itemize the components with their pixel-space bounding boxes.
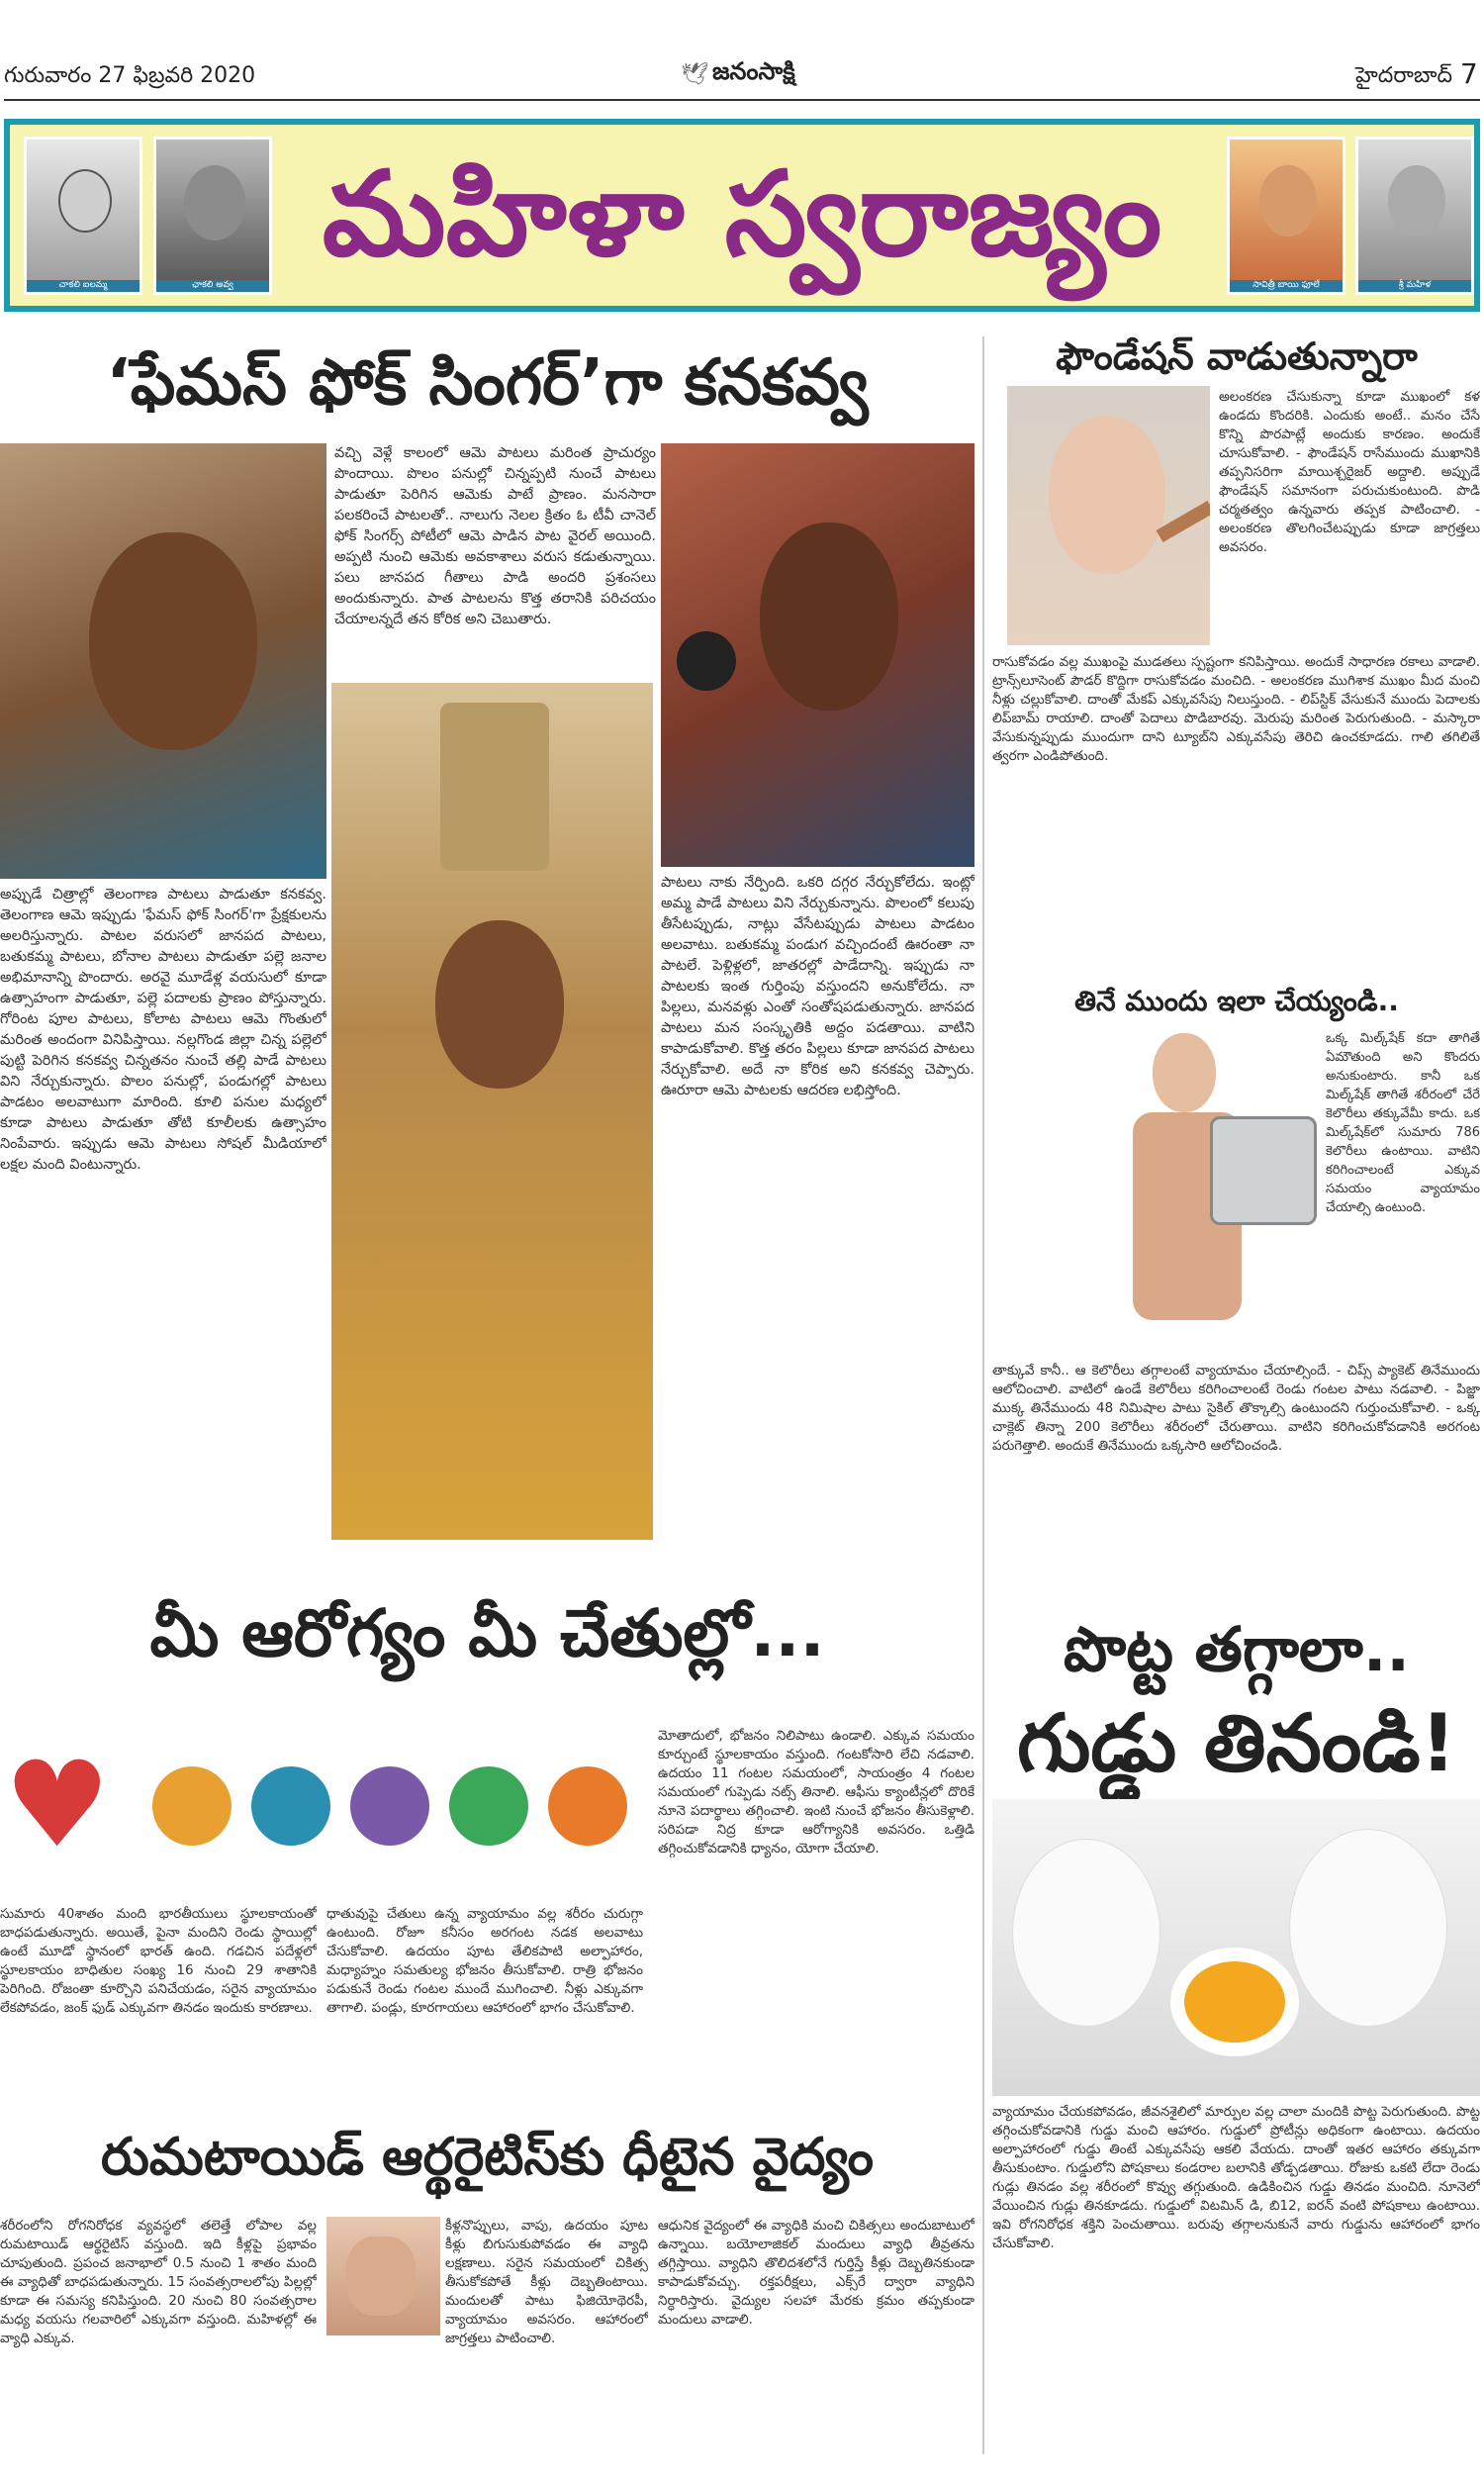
foundation-model-photo — [1007, 386, 1210, 645]
sleep-icon — [251, 1766, 330, 1846]
header-rule — [4, 99, 1480, 101]
face-icon — [1388, 165, 1445, 237]
portrait-caption: సావిత్రీ బాయి ఫూలే — [1230, 280, 1343, 292]
rheum-hands-photo — [326, 2217, 440, 2335]
microphone-icon — [677, 631, 736, 691]
eat-headline: తినే ముందు ఇలా చేయ్యండి.. — [1074, 985, 1399, 1017]
egg-icon — [1012, 1839, 1160, 2027]
rheum-col2: కీళ్లనొప్పులు, వాపు, ఉదయం పూట కీళ్లు బిగుసుకుపోవడం ఈ వ్యాధి లక్షణాలు. సరైన సమయంలో చికిత్స తీసుకోకపోతే కీళ్లు దెబ్బతింటాయి. మందులతో పాటు ఫిజియోథెరపీ, వ్యాయామం అవసరం. ఆహారంలో జాగ్రత్తలు పాటించాలి. — [445, 2218, 648, 2346]
face-icon — [1153, 1033, 1216, 1112]
basket-icon — [440, 703, 549, 871]
weighing-scale-icon — [1210, 1116, 1317, 1225]
face-icon — [760, 523, 898, 711]
yoga-icon — [152, 1766, 232, 1846]
face-icon — [1049, 416, 1165, 574]
health-col3: మోతాదులో, భోజనం నిలిపాటు ఉండాలి. ఎక్కువ సమయం కూర్చుంటే స్థూలకాయం వస్తుంది. గంటకోసారి లేచి నడవాలి. ఉదయం 11 గంటల సమయంలో, సాయంత్రం 4 గంటల సమయంలో గుప్పెడు నట్స్ తినాలి. ఆఫీసు క్యాంటీన్లలో దొరికే నూనె పదార్థాలు తగ్గించాలి. ఇంటి నుంచే భోజనం తీసుకెళ్లాలి. సరిపడా నిద్ర కూడా ఆరోగ్యానికి అవసరం. ఒత్తిడి తగ్గించుకోవడానికి ధ్యానం, యోగా చేయాలి. — [658, 1728, 974, 1856]
egg-body-text: వ్యాయామం చేయకపోవడం, జీవనశైలిలో మార్పుల వల్ల చాలా మందికి పొట్ట పెరుగుతుంది. పొట్ట తగ్గించుకోవడానికి గుడ్డు మంచి ఆహారం. గుడ్డులో ప్రోటీన్లు అధికంగా ఉంటాయి. ఉదయం అల్పాహారంలో గుడ్డు తింటే ఎక్కువసేపు ఆకలి వేయదు. దాంతో ఇతర ఆహారం తక్కువగా తీసుకుంటాం. గుడ్డులోని పోషకాలు కండరాల బలానికి తోడ్పడతాయి. రోజుకు ఒకటి లేదా రెండు గుడ్లు తినడం వల్ల శరీరంలో కొవ్వు తగ్గుతుంది. ఉడికించిన గుడ్డు తినడం మంచిది. నూనెలో వేయించిన గుడ్లు తినకూడదు. గుడ్డులో విటమిన్ డి, బి12, ఐరన్ వంటి పోషకాలు ఉంటాయి. ఇవి రోగనిరోధక శక్తిని పెంచుతాయి. బరువు తగ్గాలనుకునే వారు గుడ్డును ఆహారంలో భాగం చేసుకోవాలి. — [992, 2104, 1480, 2251]
face-icon — [184, 165, 245, 240]
banner-title: మహిళా స్వరాజ్యం — [322, 145, 1162, 282]
eat-side-text: ఒక్క మిల్క్‌షేక్ కదా తాగితే ఏమౌతుంది అని కొందరు అనుకుంటారు. కానీ ఒక మిల్క్‌షేక్ తాగితే శరీరంలో చేరే కెలొరీలు తక్కువేమీ కాదు. ఒక మిల్క్‌షేక్‌లో సుమారు 786 కెలొరీలు ఉంటాయి. వాటిని కరిగించాలంటే ఎక్కువ సమయం వ్యాయామం చేయాల్సి ఉంటుంది. — [1326, 1031, 1480, 1215]
portrait-2 — [153, 137, 272, 295]
folk-headline: ‘ఫేమస్ ఫోక్ సింగర్’గా కనకవ్వ — [106, 346, 869, 420]
paper-name: జనంసాక్షి — [711, 57, 795, 85]
kanakavva-photo-smiling — [0, 443, 326, 879]
face-icon — [89, 532, 257, 750]
banner — [4, 119, 1480, 312]
weighing-scale-model-photo — [1093, 1027, 1321, 1359]
foundation-full-text: రాసుకోవడం వల్ల ముఖంపై ముడతలు స్పష్టంగా కనిపిస్తాయి. అందుకే సాధారణ రకాలు వాడాలి. ట్రాన్స్‌లూసెంట్ పౌడర్ కొద్దిగా రాసుకోవడం మంచిది. - అలంకరణ ముగిశాక ముఖం మీద మంచి నీళ్లు చల్లుకోవాలి. దాంతో మేకప్ ఎక్కువసేపు నిలుస్తుంది. - లిప్‌స్టిక్ వేసుకునే ముందు పెదాలకు లిప్‌బామ్ రాయాలి. దాంతో పెదాలు పొడిబారవు. మెరుపు మరింత పెరుగుతుంది. - మస్కారా వేసుకున్నప్పుడు ముందుగా దాని ట్యూబ్‌ని ఎక్కువసేపు తెరిచి ఉంచకూడదు. గాలి తగిలితే త్వరగా ఎండిపోతుంది. — [992, 654, 1480, 764]
egg-yolk-icon — [1170, 1948, 1299, 2056]
column-divider — [982, 336, 984, 2454]
header-city: హైదరాబాద్ — [1355, 63, 1452, 88]
portrait-caption: ఛాకలి అవ్వ — [156, 280, 269, 292]
kanakavva-photo-singing — [661, 443, 974, 867]
portrait-caption: చాకలి ఐలమ్మ — [27, 280, 139, 292]
heart-icon: ♥ — [4, 1737, 111, 1874]
eggs-photo — [992, 1799, 1480, 2096]
paper-logo — [681, 57, 795, 91]
face-sketch-icon — [58, 169, 112, 233]
health-col1: సుమారు 40శాతం మంది భారతీయులు స్థూలకాయంతో బాధపడుతున్నారు. అయితే, పైనా మందిని రెండు స్థాయిల్లో ఉంటే మూడో స్థానంలో భారత్ ఉంది. గడచిన పదేళ్లలో స్థూలకాయం బాధితుల సంఖ్య 16 నుంచి 29 శాతానికి పెరిగింది. రోజంతా కూర్చొని పనిచేయడం, సరైన వ్యాయామం లేకపోవడం, జంక్ ఫుడ్ ఎక్కువగా తినడం ఇందుకు కారణాలు. — [0, 1906, 317, 2016]
foundation-headline: ఫౌండేషన్ వాడుతున్నారా — [1056, 334, 1418, 378]
apple-icon — [350, 1766, 429, 1846]
health-headline: మీ ఆరోగ్యం మీ చేతుల్లో... — [149, 1595, 825, 1671]
foundation-side-text: అలంకరణ చేసుకున్నా కూడా ముఖంలో కళ ఉండదు కొందరికి. ఎందుకు అంటే.. మనం చేసే కొన్ని పొరపాట్లే అందుకు కారణం. అందుకే చూసుకోవాలి. - ఫౌండేషన్ రాసేముందు ముఖానికి తప్పనిసరిగా మాయిశ్చరైజర్ అద్దాలి. అప్పుడే ఫౌండేషన్ సమానంగా పరుచుకుంటుంది. పొడి చర్మతత్వం ఉన్నవారు తప్పక పాటించాలి. - అలంకరణ తొలగించేటప్పుడు కూడా జాగ్రత్తలు అవసరం. — [1219, 389, 1480, 555]
folk-col1: అప్పుడే చిత్రాల్లో తెలంగాణ పాటలు పాడుతూ కనకవ్వ. తెలంగాణ ఆమె ఇప్పుడు 'ఫేమస్ ఫోక్ సింగర్'గా ప్రేక్షకులను అలరిస్తున్నారు. పాటల వరుసలో జానపద పాటలు, బతుకమ్మ పాటలు, బోనాల పాటలు పాడుతూ పల్లె జనాల అభిమానాన్ని పొందారు. అరవై మూడేళ్ల వయసులో కూడా ఉత్సాహంగా పాడుతూ, పల్లె పదాలకు ప్రాణం పోస్తున్నారు. గోరింట పూల పాటలు, కోలాట పాటలు ఆమె గొంతులో మరింత అందంగా వినిపిస్తాయి. నల్లగొండ జిల్లా చిన్న పల్లెలో పుట్టి పెరిగిన కనకవ్వ చిన్నతనం నుంచే తల్లి పాడే పాటలు విని నేర్చుకున్నారు. పొలం పనుల్లో, పండుగల్లో పాటలు పాడటం అలవాటుగా మారింది. కూలి పనుల మధ్యలో కూడా పాటలు పాడుతూ తోటి కూలీలకు ఉత్సాహం నింపేవారు. ఇప్పుడు ఆమె పాటలు సోషల్ మీడియాలో లక్షల మంది వింటున్నారు. — [0, 887, 326, 1173]
egg-icon — [1289, 1829, 1447, 2027]
portrait-3 — [1227, 137, 1345, 295]
folk-col3: పాటలు నాకు నేర్పింది. ఒకరి దగ్గర నేర్చుకోలేదు. ఇంట్లో అమ్మ పాడే పాటలు విని నేర్చుకున్నాను. పొలంలో కలుపు తీసేటప్పుడు, నాట్లు వేసేటప్పుడు పాటలు పాడటం అలవాటు. బతుకమ్మ పండుగ వచ్చిందంటే ఊరంతా నా పాటలే. పెళ్లిళ్లలో, జాతరల్లో పాడేదాన్ని. ఇప్పుడు నా పాటలకు ఇంత గుర్తింపు వస్తుందని అనుకోలేదు. నా పిల్లలు, మనవళ్లు ఎంతో సంతోషపడుతున్నారు. జానపద పాటలు మన సంస్కృతికి అద్దం పడతాయి. వాటిని కాపాడుకోవాలి. కొత్త తరం పిల్లలు కూడా జానపద పాటలు నేర్చుకోవాలి. అదే నా కోరిక అని కనకవ్వ చెప్పారు. ఊరూరా ఆమె పాటలకు ఆదరణ లభిస్తోంది. — [661, 875, 974, 1098]
dove-icon: 🕊 — [681, 61, 708, 87]
portrait-caption: శ్రీ మహిళ — [1358, 280, 1471, 292]
hand-icon — [346, 2237, 416, 2316]
header-date: గురువారం 27 ఫిబ్రవరి 2020 — [4, 63, 256, 88]
folk-col2: వచ్చి వెళ్లే కాలంలో ఆమె పాటలు మరింత ప్రాచుర్యం పొందాయి. పొలం పనుల్లో చిన్నప్పటి నుంచే పాటలు పాడుతూ పెరిగిన ఆమెకు పాటే ప్రాణం. మనసారా పలకరించే పాటలతో.. నాలుగు నెలల క్రితం ఓ టీవీ చానెల్ ఫోక్ సింగర్స్ పోటీలో ఆమె పాడిన పాట వైరల్ అయింది. అప్పటి నుంచి ఆమెకు అవకాశాలు వరుస కడుతున్నాయి. పలు జానపద గీతాలు పాడి అందరి ప్రశంసలు అందుకున్నారు. పాత పాటలను కొత్త తరానికి పరిచయం చేయాలన్నదే తన కోరిక అని చెబుతారు. — [334, 445, 656, 627]
person-icon — [449, 1766, 528, 1846]
health-col2: ధాతువుపై చేతులు ఉన్న వ్యాయామం వల్ల శరీరం చురుగ్గా ఉంటుంది. రోజూ కనీసం అరగంట నడక అలవాటు చేసుకోవాలి. ఉదయం పూట తేలికపాటి అల్పాహారం, మధ్యాహ్నం సమతుల్య భోజనం తీసుకోవాలి. రాత్రి భోజనం పడుకునే రెండు గంటల ముందే ముగించాలి. నీళ్లు ఎక్కువగా తాగాలి. పండ్లు, కూరగాయలు ఆహారంలో భాగం చేసుకోవాలి. — [326, 1906, 643, 2016]
portrait-4 — [1355, 137, 1474, 295]
header-bar — [0, 0, 1484, 139]
heart-rate-icon — [548, 1766, 627, 1846]
rheum-col1: శరీరంలోని రోగనిరోధక వ్యవస్థలో తలెత్తే లోపాల వల్ల రుమటాయిడ్ ఆర్థరైటిస్ వస్తుంది. ఇది కీళ్లపై ప్రభావం చూపుతుంది. ప్రపంచ జనాభాలో 0.5 నుంచి 1 శాతం మంది ఈ వ్యాధితో బాధపడుతున్నారు. 15 సంవత్సరాలలోపు పిల్లల్లో కూడా ఈ సమస్య కనిపిస్తుంది. 20 నుంచి 80 సంవత్సరాల మధ్య వయసు గలవారిలో ఎక్కువగా వస్తుంది. మహిళల్లో ఈ వ్యాధి ఎక్కువ. — [0, 2218, 317, 2346]
face-icon — [1259, 165, 1317, 237]
egg-headline-line2: గుడ్డు తినండి! — [1016, 1697, 1456, 1789]
page-number: 7 — [1460, 57, 1478, 90]
rheum-col3: ఆధునిక వైద్యంలో ఈ వ్యాధికి మంచి చికిత్సలు అందుబాటులో ఉన్నాయి. బయోలాజికల్ మందులు వ్యాధి తీవ్రతను తగ్గిస్తాయి. వ్యాధిని తొలిదశలోనే గుర్తిస్తే కీళ్లు దెబ్బతినకుండా కాపాడుకోవచ్చు. రక్తపరీక్షలు, ఎక్స్‌రే ద్వారా వ్యాధిని నిర్ధారిస్తారు. వైద్యుల సలహా మేరకు క్రమం తప్పకుండా మందులు వాడాలి. — [658, 2218, 974, 2328]
portrait-1 — [24, 137, 142, 295]
rheum-headline: రుమటాయిడ్ ఆర్థరైటిస్‌కు ధీటైన వైద్యం — [100, 2128, 874, 2187]
face-icon — [435, 920, 564, 1089]
eat-full-text: తాక్కువే కానీ.. ఆ కెలొరీలు తగ్గాలంటే వ్యాయామం చేయాల్సిందే. - చిప్స్ ప్యాకెట్ తినేముందు ఆలోచించాలి. వాటిలో ఉండే కెలొరీలు కరిగించాలంటే రెండు గంటల పాటు నడవాలి. - పిజ్జా ముక్క తినేముందు 48 నిమిషాల పాటు సైకిల్ తొక్కాల్సి ఉంటుందని గుర్తుంచుకోవాలి. - ఒక్క చాక్లెట్ తిన్నా 200 కెలొరీలు శరీరంలో చేరుతాయి. వాటిని కరిగించుకోవడానికి అరగంట పరుగెత్తాలి. అందుకే తినేముందు ఒక్కసారి ఆలోచించండి. — [992, 1363, 1480, 1454]
kanakavva-photo-carrying — [331, 683, 653, 1540]
egg-headline-line1: పొట్ట తగ్గాలా.. — [1064, 1613, 1410, 1685]
health-icons-graphic — [4, 1727, 647, 1895]
